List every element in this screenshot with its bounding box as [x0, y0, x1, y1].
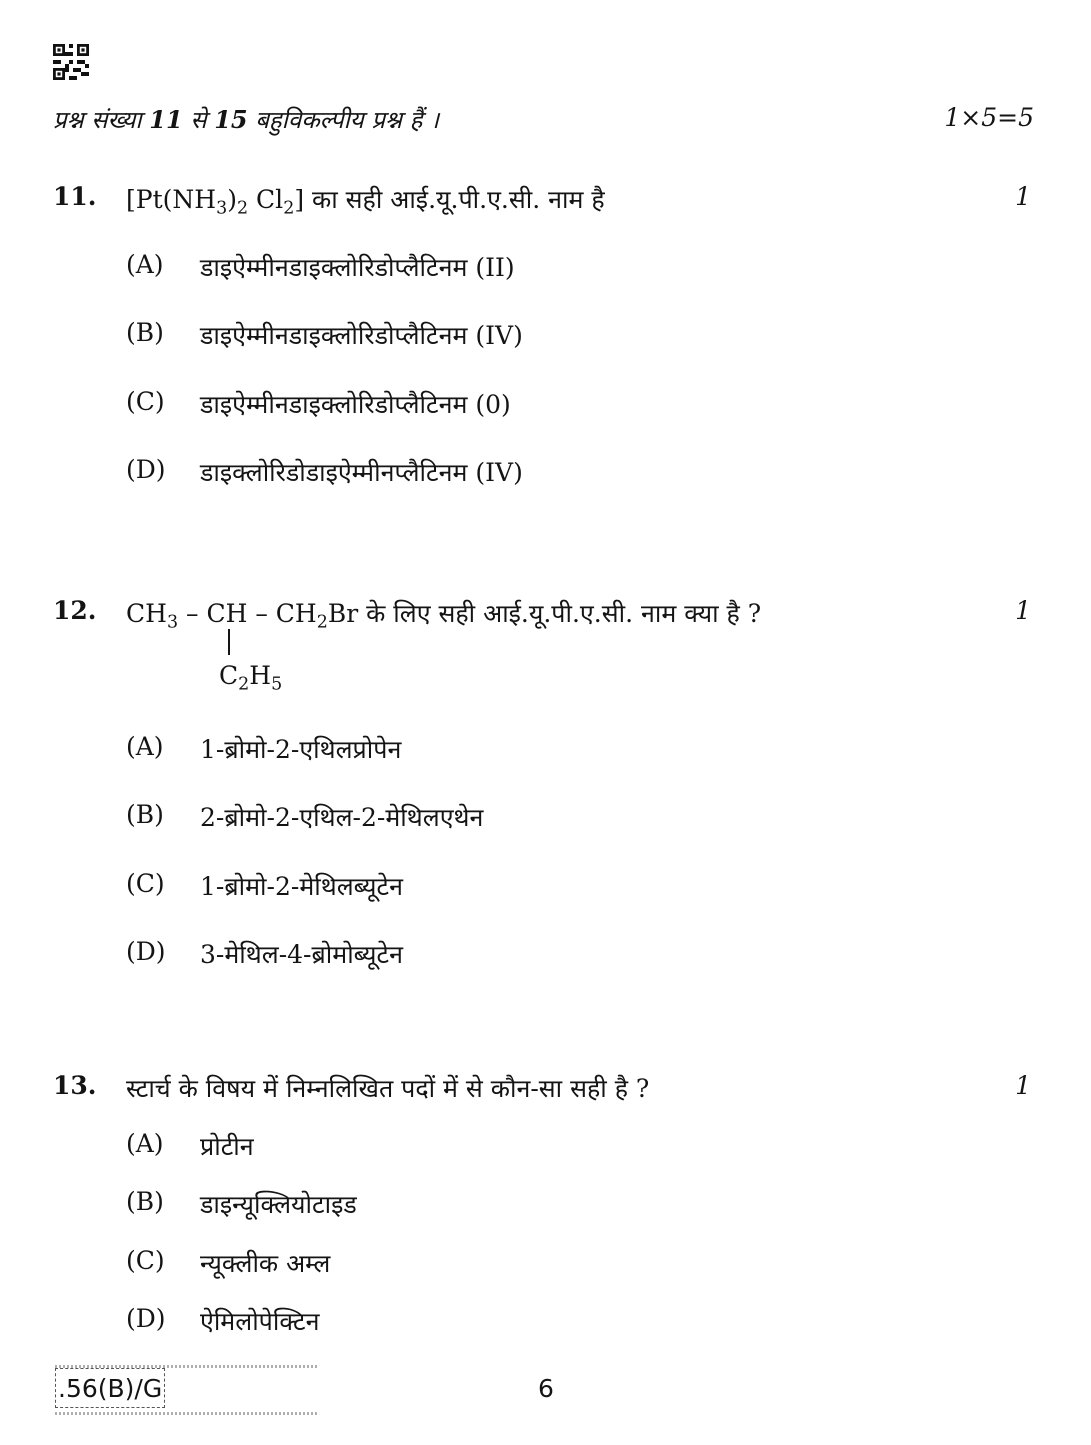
question-mark: 1 [1015, 596, 1031, 625]
option-text: ऐमिलोपेक्टिन [200, 1307, 320, 1336]
option-label: (B) [126, 318, 164, 347]
option-text: 1-ब्रोमो-2-एथिलप्रोपेन [200, 735, 402, 764]
option-label: (D) [126, 455, 166, 484]
question-text: $CH_3$ – CH – $CH_2Br$ के लिए सही आई.यू.पी.ए.सी. नाम क्या है ? [126, 599, 762, 633]
option-text: 3-मेथिल-4-ब्रोमोब्यूटेन [200, 940, 404, 969]
security-microtext [55, 1412, 317, 1415]
page-number: 6 [538, 1374, 554, 1403]
option-text: न्यूक्लीक अम्ल [200, 1249, 331, 1278]
section-instruction: प्रश्न संख्या 11 से 15 बहुविकल्पीय प्रश्न हैं । [53, 105, 440, 134]
option-label: (B) [126, 800, 164, 829]
option-text: डाइऐम्मीनडाइक्लोरिडोप्लैटिनम (0) [200, 390, 511, 419]
option-text: 1-ब्रोमो-2-मेथिलब्यूटेन [200, 872, 404, 901]
option-label: (C) [126, 387, 165, 416]
option-label: (B) [126, 1187, 164, 1216]
structure-branch: $C_2H_5$ [219, 661, 283, 695]
question-text: [$Pt(NH_3)_2$ $Cl_2$] का सही आई.यू.पी.ए.सी. नाम है [126, 185, 605, 219]
option-label: (A) [126, 732, 164, 761]
section-marks: 1×5=5 [944, 103, 1034, 132]
question-mark: 1 [1015, 182, 1031, 211]
option-label: (A) [126, 250, 164, 279]
option-text: 2-ब्रोमो-2-एथिल-2-मेथिलएथेन [200, 803, 484, 832]
structure-bond [228, 629, 230, 655]
option-label: (A) [126, 1129, 164, 1158]
option-label: (C) [126, 869, 165, 898]
option-text: डाइन्यूक्लियोटाइड [200, 1190, 357, 1219]
qr-code-icon [53, 44, 89, 80]
question-number: 11. [53, 182, 97, 211]
paper-code: .56(B)/G [55, 1368, 165, 1408]
question-text: स्टार्च के विषय में निम्नलिखित पदों में से कौन-सा सही है ? [126, 1074, 650, 1103]
option-label: (D) [126, 1304, 166, 1333]
option-label: (D) [126, 937, 166, 966]
option-label: (C) [126, 1246, 165, 1275]
question-number: 12. [53, 596, 97, 625]
option-text: डाइऐम्मीनडाइक्लोरिडोप्लैटिनम (II) [200, 253, 515, 282]
option-text: प्रोटीन [200, 1132, 254, 1161]
option-text: डाइऐम्मीनडाइक्लोरिडोप्लैटिनम (IV) [200, 321, 523, 350]
question-mark: 1 [1015, 1071, 1031, 1100]
option-text: डाइक्लोरिडोडाइऐम्मीनप्लैटिनम (IV) [200, 458, 523, 487]
question-number: 13. [53, 1071, 97, 1100]
